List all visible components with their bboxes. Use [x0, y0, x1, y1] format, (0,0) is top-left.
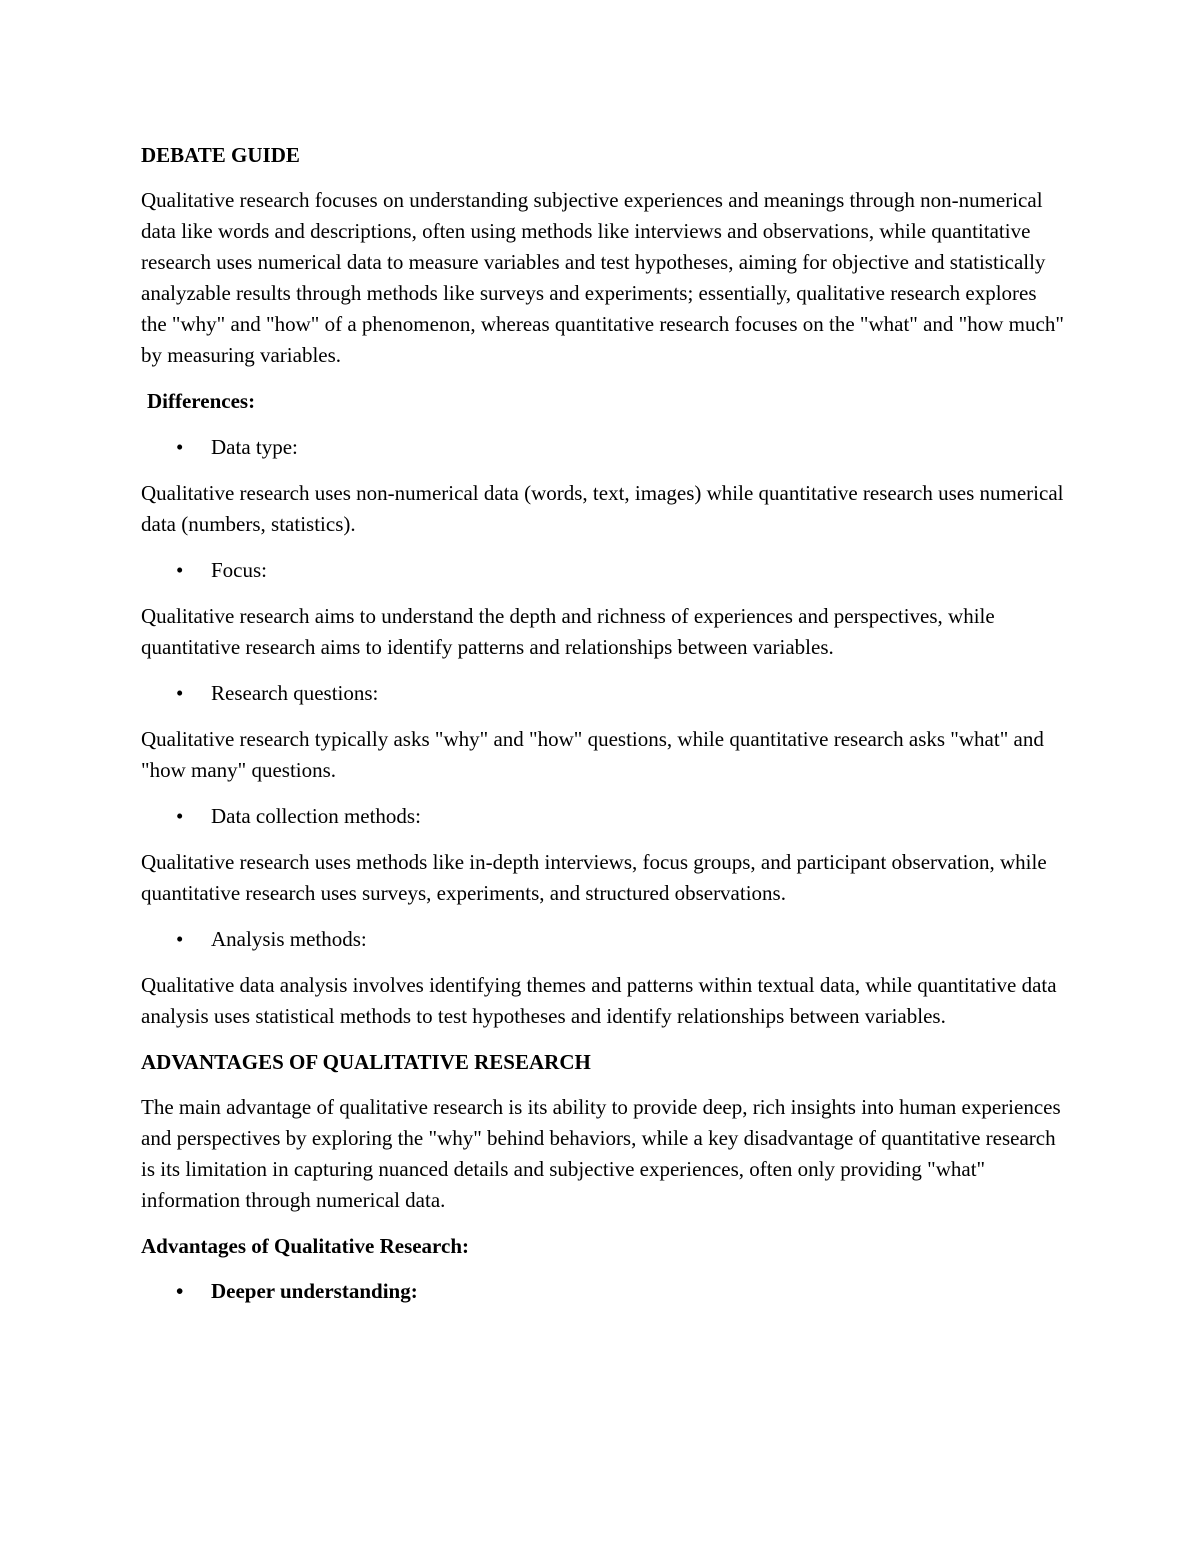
bullet-marker: •	[176, 927, 184, 951]
data-type-paragraph: Qualitative research uses non-numerical data (words, text, images) while quantitative research uses numerical data (numbers, statistics).	[141, 481, 1064, 536]
bullet-label: Focus:	[211, 558, 268, 582]
bullet-marker: •	[176, 1279, 184, 1303]
bullet-deeper-understanding	[141, 1276, 1066, 1307]
data-collection-paragraph: Qualitative research uses methods like in-depth interviews, focus groups, and participant observation, while quantitative research uses surveys, experiments, and structured observations.	[141, 850, 1047, 905]
bullet-label: Data type:	[211, 435, 298, 459]
bullet-marker: •	[176, 681, 184, 705]
advantages-subheading: Advantages of Qualitative Research:	[141, 1234, 469, 1258]
bullet-label: Deeper understanding:	[211, 1279, 418, 1303]
advantages-title: ADVANTAGES OF QUALITATIVE RESEARCH	[141, 1050, 591, 1074]
bullet-label: Research questions:	[211, 681, 379, 705]
intro-paragraph: Qualitative research focuses on understanding subjective experiences and meanings through non-numerical data like words and descriptions, often using methods like interviews and observations, while quantitative research uses numerical data to measure variables and test hypotheses, aiming for objective and statistically analyzable results through methods like surveys and experiments; essentially, qualitative research explores the "why" and "how" of a phenomenon, whereas quantitative research focuses on the "what" and "how much" by measuring variables.	[141, 188, 1064, 367]
differences-heading: Differences:	[147, 389, 256, 413]
research-questions-paragraph: Qualitative research typically asks "why" and "how" questions, while quantitative research asks "what" and "how many" questions.	[141, 727, 1044, 782]
bullet-label: Analysis methods:	[211, 927, 367, 951]
bullet-data-type	[141, 432, 1066, 463]
focus-paragraph: Qualitative research aims to understand the depth and richness of experiences and perspectives, while quantitative research aims to identify patterns and relationships between variables.	[141, 604, 995, 659]
document-body	[141, 140, 1066, 1322]
bullet-focus	[141, 555, 1066, 586]
document-title: DEBATE GUIDE	[141, 143, 300, 167]
bullet-research-questions	[141, 678, 1066, 709]
bullet-data-collection	[141, 801, 1066, 832]
bullet-marker: •	[176, 435, 184, 459]
bullet-marker: •	[176, 804, 184, 828]
bullet-analysis-methods	[141, 924, 1066, 955]
bullet-label: Data collection methods:	[211, 804, 421, 828]
analysis-methods-paragraph: Qualitative data analysis involves identifying themes and patterns within textual data, while quantitative data analysis uses statistical methods to test hypotheses and identify relationships between variables.	[141, 973, 1057, 1028]
bullet-marker: •	[176, 558, 184, 582]
advantages-intro-paragraph: The main advantage of qualitative research is its ability to provide deep, rich insights into human experiences and perspectives by exploring the "why" behind behaviors, while a key disadvantage of quantitative research is its limitation in capturing nuanced details and subjective experiences, often only providing "what" information through numerical data.	[141, 1095, 1061, 1212]
